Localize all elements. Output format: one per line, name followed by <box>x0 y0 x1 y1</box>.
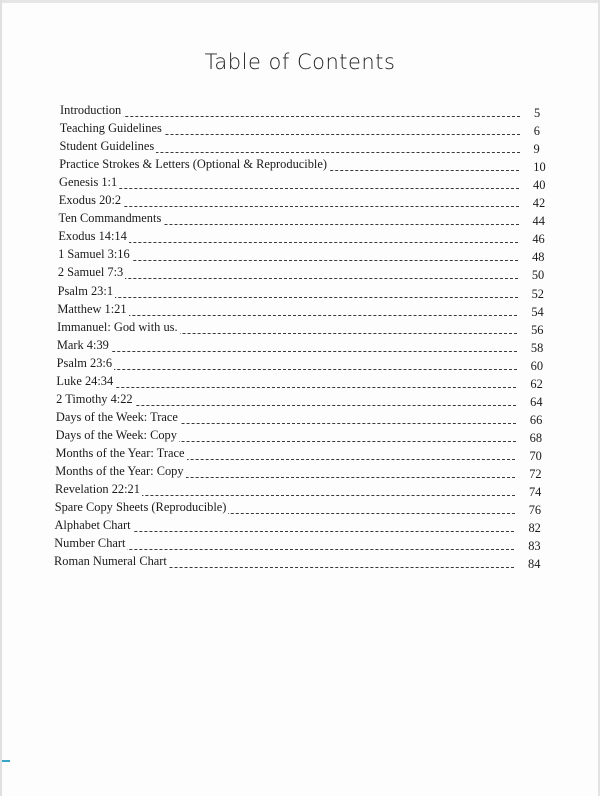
toc-leader-line <box>58 297 518 298</box>
toc-entry <box>59 155 546 175</box>
toc-entry <box>56 390 543 409</box>
toc-entry <box>59 119 540 139</box>
toc-entry-page-number: 64 <box>530 394 543 409</box>
toc-entry <box>57 263 545 283</box>
toc-entry-page-number: 50 <box>531 268 545 283</box>
toc-entry-page-number: 72 <box>529 467 542 481</box>
toc-entry-page-number: 9 <box>533 142 540 157</box>
toc-entry-page-number: 62 <box>530 376 543 391</box>
toc-entry-page-number: 68 <box>529 430 543 445</box>
toc-entry-page-number: 6 <box>533 124 540 139</box>
toc-entry <box>59 173 546 193</box>
page-title: Table of Contents <box>204 50 396 74</box>
toc-entry-label: Psalm 23:1 <box>57 283 114 298</box>
toc-leader-line <box>59 188 519 189</box>
toc-entry-page-number: 70 <box>529 448 542 463</box>
toc-entry <box>55 426 543 445</box>
toc-entry-label: Genesis 1:1 <box>59 175 118 190</box>
toc-entry-page-number: 5 <box>534 106 541 120</box>
toc-entry-label: Revelation 22:21 <box>54 482 140 497</box>
toc-entry-page-number: 42 <box>532 196 546 211</box>
toc-entry-page-number: 46 <box>532 232 545 247</box>
toc-entry-page-number: 83 <box>528 539 541 554</box>
toc-entry-label: 2 Timothy 4:22 <box>56 391 133 406</box>
toc-entry <box>57 300 544 319</box>
toc-entry-page-number: 10 <box>533 160 546 175</box>
toc-entry-label: Ten Commandments <box>58 211 162 226</box>
toc-entry-page-number: 40 <box>533 178 546 193</box>
toc-entry-label: Matthew 1:21 <box>57 301 127 316</box>
toc-entry <box>58 209 545 229</box>
toc-entry-label: Introduction <box>60 103 122 117</box>
toc-entry-label: 2 Samuel 7:3 <box>57 265 124 280</box>
toc-entry-page-number: 66 <box>529 412 543 427</box>
toc-entry <box>54 516 541 536</box>
toc-entry <box>58 191 546 211</box>
toc-entry-label: Days of the Week: Trace <box>55 409 178 424</box>
toc-entry-label: Alphabet Chart <box>54 518 131 533</box>
toc-entry-label: Psalm 23:6 <box>56 355 113 370</box>
toc-entry <box>55 408 543 427</box>
toc-leader-line <box>57 369 517 370</box>
toc-entry-label: Mark 4:39 <box>56 337 109 352</box>
toc-leader-line <box>57 351 517 352</box>
toc-entry <box>59 137 540 157</box>
toc-leader-line <box>59 206 519 207</box>
toc-entry-label: Exodus 14:14 <box>58 229 127 244</box>
toc-entry <box>57 318 544 337</box>
toc-entry-label: Practice Strokes & Letters (Optional & Reproducible) <box>59 157 327 172</box>
toc-entry-page-number: 48 <box>532 250 545 265</box>
toc-entry <box>60 101 541 120</box>
toc-entry-label: Immanuel: God with us. <box>57 319 178 334</box>
toc-entry <box>56 354 544 373</box>
toc-entry <box>54 552 541 572</box>
toc-entry-page-number: 44 <box>532 214 545 229</box>
toc-entry-page-number: 54 <box>531 304 544 319</box>
toc-entry-page-number: 56 <box>531 322 544 337</box>
toc-entry-page-number: 84 <box>528 557 541 572</box>
toc-entry-label: Student Guidelines <box>59 139 155 154</box>
toc-entry <box>57 282 544 301</box>
toc-entry-label: Luke 24:34 <box>56 373 114 388</box>
toc-entry <box>58 245 545 265</box>
toc-entry <box>54 480 542 500</box>
pen-mark <box>2 760 10 762</box>
toc-entry-page-number: 52 <box>531 286 544 301</box>
toc-entry <box>58 227 545 247</box>
toc-entry <box>54 498 542 518</box>
toc-entry-label: Months of the Year: Copy <box>55 464 184 478</box>
toc-entry-page-number: 58 <box>530 340 544 355</box>
toc-entry-page-number: 60 <box>530 358 544 373</box>
toc-entry-label: 1 Samuel 3:16 <box>58 247 130 262</box>
toc-leader-line <box>56 387 516 388</box>
toc-entry-label: Roman Numeral Chart <box>54 554 167 569</box>
toc-entry <box>55 444 542 463</box>
toc-entry-page-number: 82 <box>528 521 541 536</box>
toc-entry-label: Exodus 20:2 <box>58 193 122 208</box>
toc-entry-label: Number Chart <box>54 536 126 551</box>
toc-entry-label: Spare Copy Sheets (Reproducible) <box>54 500 227 515</box>
toc-entry <box>56 372 543 391</box>
toc-entry <box>55 462 542 481</box>
toc-leader-line <box>58 278 518 279</box>
toc-entry-page-number: 74 <box>528 485 542 500</box>
toc-entry-page-number: 76 <box>528 503 542 518</box>
toc-entry <box>56 336 544 355</box>
toc-entry <box>54 534 541 554</box>
toc-leader-line <box>60 116 520 117</box>
toc-entry-label: Teaching Guidelines <box>59 121 162 136</box>
toc-entry-label: Months of the Year: Trace <box>55 445 185 460</box>
toc-entry-label: Days of the Week: Copy <box>55 427 177 442</box>
